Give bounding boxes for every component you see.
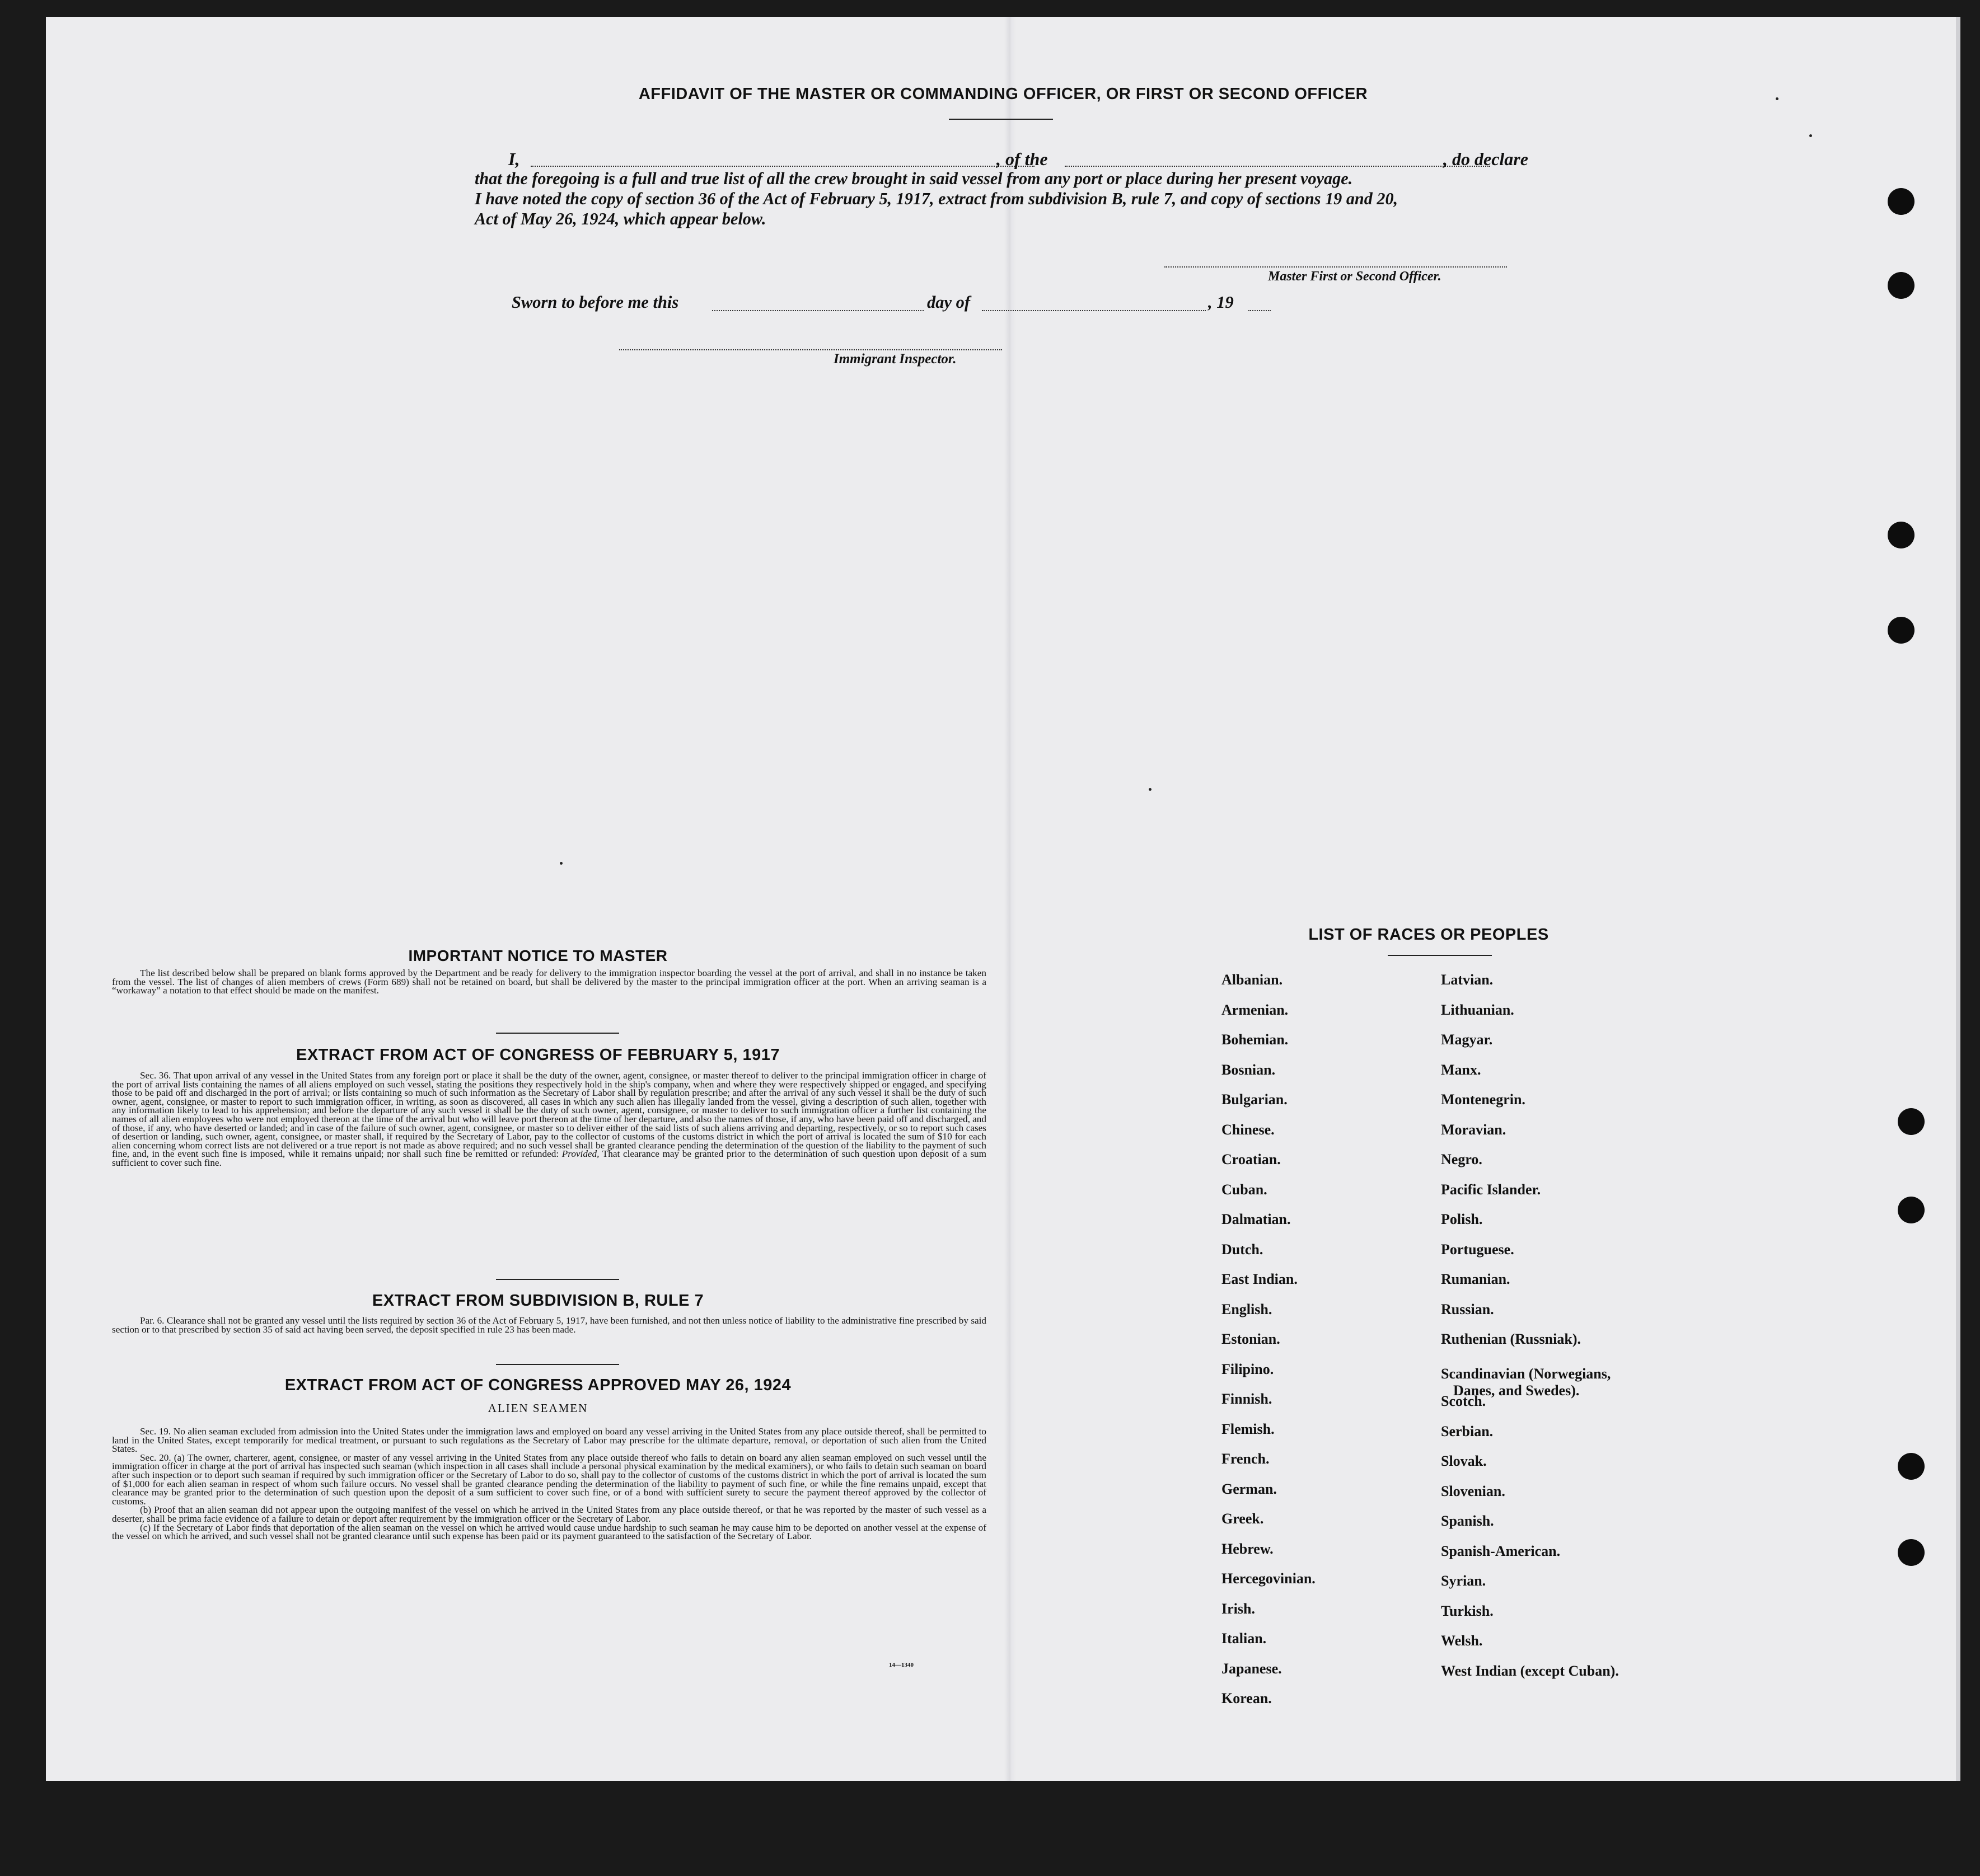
rule7-body <box>112 1316 986 1334</box>
sworn-year-label: , 19 <box>1208 293 1234 312</box>
race-item: Japanese. <box>1221 1660 1282 1677</box>
race-item: Greek. <box>1221 1511 1264 1527</box>
race-item: Bosnian. <box>1221 1061 1276 1078</box>
punch-hole <box>1898 1453 1925 1480</box>
master-signature-label: Master First or Second Officer. <box>1268 269 1441 284</box>
affidavit-line-2: that the foregoing is a full and true list of all the crew brought in said vessel from any port or place during her present voyage. <box>475 169 1353 188</box>
punch-hole <box>1888 272 1915 299</box>
page-fold <box>1004 17 1017 1781</box>
section-36-text-end: That clearance may be granted prior to the determination of such question upon deposit of a sum sufficient to cover such fine. <box>112 1148 986 1168</box>
punch-hole <box>1898 1108 1925 1135</box>
notice-rule <box>496 1033 619 1034</box>
race-item: Chinese. <box>1221 1121 1275 1138</box>
race-item: Slovenian. <box>1441 1483 1505 1499</box>
race-item: Latvian. <box>1441 972 1494 988</box>
race-item: French. <box>1221 1451 1270 1467</box>
affidavit-of-the-label: , of the <box>996 149 1048 169</box>
races-title: LIST OF RACES OR PEOPLES <box>1308 926 1549 944</box>
race-item: Scandinavian (Norwegians, <box>1441 1365 1611 1382</box>
race-item: Russian. <box>1441 1301 1494 1317</box>
race-item: Cuban. <box>1221 1181 1267 1198</box>
extract-1924-body <box>112 1427 986 1541</box>
sworn-prefix-label: Sworn to before me this <box>512 293 679 312</box>
race-item: Rumanian. <box>1441 1271 1510 1287</box>
race-item: Negro. <box>1441 1151 1482 1167</box>
race-item: Serbian. <box>1441 1423 1494 1439</box>
section-36-text: That upon arrival of any vessel in the United States from any foreign port or place it shall be the duty of the owner, agent, consignee, or master thereof to deliver to the principal immigration officer in charge of the port of arrival lists containing the names of all aliens employed on such vessel, stating the positions they respectively hold in the ship's company, when and where they were respectively shipped or engaged, and specifying those to be paid off and discharged in the port of arrival; or lists containing so much of such information as the Secretary of Labor shall by regulation prescribe; and after the arrival of any such vessel it shall be the duty of such owner, agent, consignee, or master to report to such immigration officer, in writing, as soon as discovered, all cases in which any such alien has illegally landed from the vessel, giving a description of such alien, together with any information likely to lead to his apprehension; and before the departure of any such vessel it shall be the duty of such owner, agent, consignee, or master to deliver to such immigration officer a further list containing the names of all alien employees who were not employed thereon at the time of the arrival but who will leave port thereon at the time of her departure, and also the names of those, if any, who have been paid off and discharged, and of those, if any, who have deserted or landed; and in case of the failure of such owner, agent, consignee, or master so to deliver either of the said lists of such aliens arriving and departing, respectively, or so to report such cases of desertion or landing, such owner, agent, consignee, or master shall, if required by the Secretary of Labor, pay to the collector of customs of the customs district in which the port of arrival is located the sum of $10 for each alien concerning whom correct lists are not delivered or a true report is not made as above required; and no such vessel shall be granted clearance pending the determination of the question of the liability to the payment of such fine, and, in the event such fine is imposed, while it remains unpaid; nor shall such fine be remitted or refunded: <box>112 1070 986 1160</box>
race-item: Italian. <box>1221 1630 1267 1647</box>
affidavit-line-4: Act of May 26, 1924, which appear below. <box>475 209 766 228</box>
section-20b-paragraph: (b) Proof that an alien seaman did not appear upon the outgoing manifest of the vessel on which he arrived in the United States from any place outside thereof, or that he was reported by the master of such vessel as a deserter, shall be prima facie evidence of a failure to detain or deport after requirement by the immigration officer or the Secretary of Labor. <box>112 1504 986 1524</box>
race-item: Magyar. <box>1441 1031 1493 1048</box>
document-sheet <box>46 17 1960 1781</box>
section-20a-text: (a) The owner, charterer, agent, consignee, or master of any vessel arriving in the United States from any place outside thereof who fails to detain on board any alien seaman employed on such vessel until the immigration officer in charge at the port of arrival has inspected such seaman (which inspection in all cases shall include a personal physical examination by the medical examiners), or who fails to detain such seaman on board after such inspection or to deport such seaman if required by such immigration officer or the Secretary of Labor to do so, shall pay to the collector of customs of the customs district in which the port of arrival is located the sum of $1,000 for each alien seaman in respect of whom such failure occurs. No vessel shall be granted clearance pending the determination of the liability to payment of such fine, or while the fine remains unpaid, except that clearance may be granted prior to the determination of such question upon the deposit of a sum sufficient to cover such fine, or of a bond with sufficient surety to secure the payment thereof approved by the collector of customs. <box>112 1452 986 1507</box>
notice-body <box>112 969 986 995</box>
sworn-month-field[interactable] <box>982 310 1206 311</box>
extract-1917-rule <box>496 1279 619 1280</box>
race-item: Spanish. <box>1441 1513 1494 1529</box>
race-item: Polish. <box>1441 1211 1483 1227</box>
race-item: German. <box>1221 1480 1277 1497</box>
affidavit-i-label: I, <box>508 149 520 169</box>
affidavit-title: AFFIDAVIT OF THE MASTER OR COMMANDING OFFICER, OR FIRST OR SECOND OFFICER <box>638 85 1368 103</box>
race-item: Croatian. <box>1221 1151 1281 1167</box>
race-item: Albanian. <box>1221 972 1283 988</box>
race-item: Korean. <box>1221 1690 1272 1706</box>
affidavit-do-declare-label: , do declare <box>1443 149 1528 169</box>
punch-hole <box>1888 522 1915 548</box>
race-item: Armenian. <box>1221 1001 1289 1018</box>
race-item: Dutch. <box>1221 1241 1263 1258</box>
master-name-field[interactable] <box>531 166 1035 167</box>
extract-1924-title: EXTRACT FROM ACT OF CONGRESS APPROVED MAY 26, 1924 <box>284 1376 792 1394</box>
race-item: Turkish. <box>1441 1602 1494 1619</box>
race-item: West Indian (except Cuban). <box>1441 1662 1619 1679</box>
race-item: Irish. <box>1221 1600 1255 1617</box>
race-item: Welsh. <box>1441 1633 1483 1649</box>
sworn-year-field[interactable] <box>1248 310 1271 311</box>
paper-speck <box>1776 97 1778 100</box>
sheet-edge <box>1956 17 1960 1781</box>
rule7-rule <box>496 1364 619 1365</box>
form-number: 14—1340 <box>889 1662 914 1668</box>
alien-seamen-subtitle: ALIEN SEAMEN <box>488 1401 588 1415</box>
race-item: Bohemian. <box>1221 1031 1289 1048</box>
paper-speck <box>560 862 563 865</box>
race-item: Portuguese. <box>1441 1241 1514 1258</box>
race-item: Filipino. <box>1221 1361 1274 1377</box>
race-item: East Indian. <box>1221 1271 1298 1287</box>
races-title-rule <box>1388 955 1492 956</box>
affidavit-line-3: I have noted the copy of section 36 of the Act of February 5, 1917, extract from subdivision B, rule 7, and copy of sections 19 and 20, <box>475 189 1398 208</box>
inspector-signature-label: Immigrant Inspector. <box>834 351 957 367</box>
punch-hole <box>1898 1197 1925 1223</box>
punch-hole <box>1888 188 1915 215</box>
race-item: Hebrew. <box>1221 1540 1274 1557</box>
race-item: Estonian. <box>1221 1331 1280 1347</box>
section-36-paragraph <box>112 1071 986 1167</box>
section-19-label: Sec. 19. <box>140 1426 171 1437</box>
race-item: Finnish. <box>1221 1391 1272 1407</box>
race-item: Syrian. <box>1441 1573 1486 1589</box>
race-item: Moravian. <box>1441 1121 1506 1138</box>
race-item: Lithuanian. <box>1441 1001 1514 1018</box>
rule7-paragraph: Par. 6. Clearance shall not be granted any vessel until the lists required by section 36 of the Act of February 5, 1917, have been furnished, and not then unless notice of liability to the administrative fine prescribed by said section or to that prescribed by section 35 of said act having been served, the deposit specified in rule 23 has been made. <box>112 1315 986 1335</box>
section-19-paragraph <box>112 1427 986 1453</box>
sworn-day-field[interactable] <box>712 310 924 311</box>
paper-speck <box>1809 134 1812 137</box>
section-36-label: Sec. 36. <box>140 1070 171 1081</box>
race-item: Hercegovinian. <box>1221 1570 1316 1587</box>
race-item: Spanish-American. <box>1441 1542 1561 1559</box>
section-20c-paragraph: (c) If the Secretary of Labor finds that deportation of the alien seaman on the vessel on which he arrived would cause undue hardship to such seaman he may cause him to be deported on another vessel at the expense of the vessel on which he arrived, and such vessel shall not be granted clearance until such expense has been paid or its payment guaranteed to the satisfaction of the Secretary of Labor. <box>112 1522 986 1542</box>
section-20-label: Sec. 20. <box>140 1452 171 1463</box>
race-item: Ruthenian (Russniak). <box>1441 1331 1581 1347</box>
section-20a-paragraph <box>112 1453 986 1506</box>
section-36-provided: Provided, <box>561 1148 600 1160</box>
race-item: Bulgarian. <box>1221 1091 1288 1108</box>
section-19-text: No alien seaman excluded from admission into the United States under the immigration laws and employed on board any vessel arriving in the United States from any place outside thereof, shall be permitted to land in the United States, except temporarily for medical treatment, or pursuant to such regulations as the Secretary of Labor may prescribe for the ultimate departure, removal, or deportation of such alien from the United States. <box>112 1426 986 1455</box>
race-item: Danes, and Swedes). <box>1453 1382 1580 1399</box>
notice-paragraph: The list described below shall be prepared on blank forms approved by the Department and be ready for delivery to the immigration inspector boarding the vessel at the port of arrival, and shall in no instance be taken from the vessel. The list of changes of alien members of crews (Form 689) shall not be retained on board, but shall be delivered by the master to the principal immigration officer at the port. When an arriving seaman is a “workaway” a notation to that effect should be made on the manifest. <box>112 968 986 996</box>
race-item: Montenegrin. <box>1441 1091 1525 1108</box>
notice-title: IMPORTANT NOTICE TO MASTER <box>408 947 668 964</box>
extract-1917-title: EXTRACT FROM ACT OF CONGRESS OF FEBRUARY 5, 1917 <box>296 1046 780 1064</box>
race-item: Manx. <box>1441 1061 1481 1078</box>
punch-hole <box>1888 617 1915 644</box>
sworn-day-of-label: day of <box>927 293 971 312</box>
race-item: Pacific Islander. <box>1441 1181 1541 1198</box>
race-item: English. <box>1221 1301 1272 1317</box>
inspector-signature-field[interactable] <box>619 349 1002 350</box>
rule7-title: EXTRACT FROM SUBDIVISION B, RULE 7 <box>372 1292 704 1310</box>
paper-speck <box>1149 788 1152 791</box>
race-item: Dalmatian. <box>1221 1211 1291 1227</box>
punch-hole <box>1898 1539 1925 1566</box>
race-item: Slovak. <box>1441 1453 1487 1469</box>
race-item: Flemish. <box>1221 1420 1275 1437</box>
race-item: Scotch. <box>1441 1393 1486 1409</box>
extract-1917-body <box>112 1071 986 1167</box>
master-signature-field[interactable] <box>1164 266 1507 268</box>
vessel-name-field[interactable] <box>1065 166 1490 167</box>
affidavit-title-rule <box>949 119 1053 120</box>
